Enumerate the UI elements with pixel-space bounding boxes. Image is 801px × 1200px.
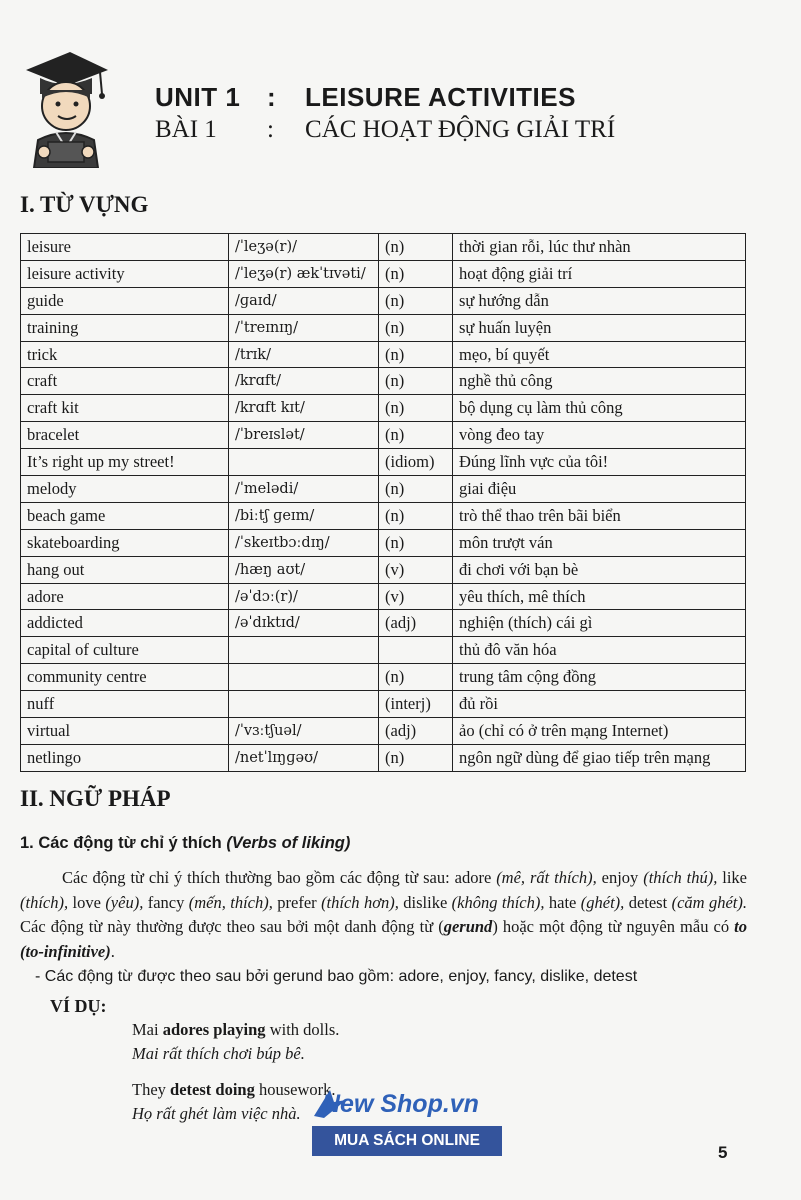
vocab-meaning: vòng đeo tay <box>453 422 746 449</box>
vocab-ipa <box>229 664 379 691</box>
para-gloss: (thích thú), <box>643 868 718 887</box>
vocab-row <box>21 691 746 718</box>
vocabulary-table <box>20 233 746 772</box>
vocab-row <box>21 449 746 476</box>
para-text: prefer <box>272 892 322 912</box>
example-text: Mai <box>132 1020 163 1039</box>
vocab-word: community centre <box>21 664 229 691</box>
graduate-mascot-icon <box>20 48 110 168</box>
vocab-meaning: trung tâm cộng đồng <box>453 664 746 691</box>
example-label: VÍ DỤ: <box>50 996 107 1016</box>
vocab-row <box>21 718 746 745</box>
example-text: with dolls. <box>265 1020 340 1039</box>
para-term: gerund <box>443 917 493 936</box>
unit-label: UNIT 1 <box>155 82 241 112</box>
grammar-heading: II. NGỮ PHÁP <box>20 786 171 811</box>
vocab-pos: (interj) <box>379 691 453 718</box>
buy-online-button[interactable]: MUA SÁCH ONLINE <box>312 1126 502 1156</box>
vocab-pos <box>379 637 453 664</box>
para-gloss: (mê, rất thích), <box>496 868 597 887</box>
para-text: like <box>717 868 747 887</box>
vocab-ipa: /ˈbreɪslət/ <box>229 422 379 449</box>
vocab-meaning: thời gian rỗi, lúc thư nhàn <box>453 234 746 261</box>
example-text: housework. <box>254 1080 336 1099</box>
unit-name: LEISURE ACTIVITIES <box>305 82 576 112</box>
vocab-row <box>21 502 746 529</box>
vocab-ipa <box>229 691 379 718</box>
lesson-label: BÀI 1 <box>155 116 217 143</box>
vocab-word: training <box>21 314 229 341</box>
vocab-row <box>21 610 746 637</box>
vocab-meaning: đi chơi với bạn bè <box>453 556 746 583</box>
vocab-row <box>21 664 746 691</box>
vocab-word: trick <box>21 341 229 368</box>
vocab-word: craft <box>21 368 229 395</box>
vocab-ipa: /hæŋ aʊt/ <box>229 556 379 583</box>
vocab-pos: (n) <box>379 422 453 449</box>
vocab-ipa: /ˈmelədi/ <box>229 476 379 503</box>
vocab-pos: (idiom) <box>379 449 453 476</box>
vocab-word: melody <box>21 476 229 503</box>
vocab-row <box>21 744 746 771</box>
example-translation: Mai rất thích chơi búp bê. <box>132 1044 305 1063</box>
vocab-pos: (v) <box>379 556 453 583</box>
vocab-word: skateboarding <box>21 529 229 556</box>
example-sentence <box>132 1020 339 1040</box>
vocab-ipa: /netˈlɪŋɡəʊ/ <box>229 744 379 771</box>
vocab-meaning: mẹo, bí quyết <box>453 341 746 368</box>
vocab-row <box>21 395 746 422</box>
vocabulary-heading: I. TỪ VỰNG <box>20 192 149 217</box>
vocab-ipa: /ˈtreɪnɪŋ/ <box>229 314 379 341</box>
vocab-ipa: /krɑft kɪt/ <box>229 395 379 422</box>
vocab-word: addicted <box>21 610 229 637</box>
vocab-meaning: bộ dụng cụ làm thủ công <box>453 395 746 422</box>
vocab-ipa: /krɑft/ <box>229 368 379 395</box>
example-text: They <box>132 1080 171 1099</box>
vocab-meaning: nghiện (thích) cái gì <box>453 610 746 637</box>
vocab-pos: (n) <box>379 314 453 341</box>
vocab-ipa: /ˈskeɪtbɔːdɪŋ/ <box>229 529 379 556</box>
vocab-meaning: giai điệu <box>453 476 746 503</box>
para-text: Các động từ này thường được theo sau bởi một danh động từ ( <box>20 917 444 936</box>
vocab-ipa: /əˈdɪktɪd/ <box>229 610 379 637</box>
vocab-meaning: Đúng lĩnh vực của tôi! <box>453 449 746 476</box>
vocab-pos: (n) <box>379 664 453 691</box>
vocab-ipa: /ˈleʒə(r) ækˈtɪvəti/ <box>229 260 379 287</box>
vocab-word: capital of culture <box>21 637 229 664</box>
para-gloss: (yêu), <box>105 892 144 912</box>
para-text: . <box>110 941 115 961</box>
vocab-meaning: thủ đô văn hóa <box>453 637 746 664</box>
vocab-row <box>21 287 746 314</box>
vocab-meaning: ngôn ngữ dùng để giao tiếp trên mạng <box>453 744 746 771</box>
vocab-word: virtual <box>21 718 229 745</box>
vocab-meaning: nghề thủ công <box>453 368 746 395</box>
vocab-row <box>21 341 746 368</box>
vocab-ipa: /əˈdɔː(r)/ <box>229 583 379 610</box>
para-text: detest <box>624 892 672 912</box>
vocab-pos: (n) <box>379 341 453 368</box>
para-text: Các động từ chỉ ý thích thường bao gồm các động từ sau: adore <box>62 868 497 887</box>
para-gloss: (không thích), <box>451 892 545 912</box>
para-text: dislike <box>398 892 452 912</box>
unit-separator: : <box>267 82 277 112</box>
gerund-verbs-note: - Các động từ được theo sau bởi gerund bao gồm: adore, enjoy, fancy, dislike, detest <box>35 968 638 985</box>
vocab-row <box>21 368 746 395</box>
vocab-row <box>21 637 746 664</box>
vocab-row <box>21 583 746 610</box>
vocab-pos: (n) <box>379 234 453 261</box>
vocab-row <box>21 476 746 503</box>
vocab-row <box>21 260 746 287</box>
vocab-pos: (adj) <box>379 610 453 637</box>
vocab-ipa: /ˈvɜːtʃuəl/ <box>229 718 379 745</box>
vocab-pos: (n) <box>379 476 453 503</box>
grammar-paragraph <box>20 866 747 964</box>
vocab-meaning: hoạt động giải trí <box>453 260 746 287</box>
vocab-ipa <box>229 637 379 664</box>
vocab-pos: (n) <box>379 260 453 287</box>
unit-title <box>155 82 576 113</box>
vocab-meaning: đủ rồi <box>453 691 746 718</box>
vocab-pos: (v) <box>379 583 453 610</box>
vocab-word: It’s right up my street! <box>21 449 229 476</box>
shop-watermark-brand: New Shop.vn <box>322 1090 479 1118</box>
para-text: hate <box>544 892 581 912</box>
vocab-pos: (n) <box>379 744 453 771</box>
page-number: 5 <box>718 1143 728 1162</box>
vocab-ipa <box>229 449 379 476</box>
grammar-subheading <box>20 834 350 853</box>
para-gloss: (mến, thích), <box>188 892 273 912</box>
vocab-meaning: trò thể thao trên bãi biển <box>453 502 746 529</box>
para-term: to (to-infinitive) <box>20 917 747 961</box>
para-text: fancy <box>143 892 189 912</box>
subheading-english: (Verbs of liking) <box>226 834 351 852</box>
vocab-word: nuff <box>21 691 229 718</box>
vocab-word: leisure <box>21 234 229 261</box>
vocab-word: craft kit <box>21 395 229 422</box>
para-gloss: (ghét), <box>580 892 625 912</box>
vocab-pos: (n) <box>379 502 453 529</box>
vocab-pos: (n) <box>379 529 453 556</box>
vocab-pos: (n) <box>379 395 453 422</box>
vocab-ipa: /ˈleʒə(r)/ <box>229 234 379 261</box>
vocab-pos: (n) <box>379 287 453 314</box>
subheading-text: 1. Các động từ chỉ ý thích <box>20 834 227 852</box>
para-gloss: (căm ghét). <box>671 892 747 912</box>
vocab-row <box>21 314 746 341</box>
para-text: enjoy <box>596 868 644 887</box>
vocab-meaning: yêu thích, mê thích <box>453 583 746 610</box>
vocab-word: bracelet <box>21 422 229 449</box>
vocab-row <box>21 422 746 449</box>
para-gloss: (thích), <box>20 892 69 912</box>
vocab-meaning: môn trượt ván <box>453 529 746 556</box>
vocab-ipa: /ɡaɪd/ <box>229 287 379 314</box>
para-text: ) hoặc một động từ nguyên mẫu có <box>492 917 735 936</box>
vocab-row <box>21 529 746 556</box>
vocab-meaning: ảo (chỉ có ở trên mạng Internet) <box>453 718 746 745</box>
example-translation: Họ rất ghét làm việc nhà. <box>132 1104 301 1123</box>
para-text: love <box>68 892 106 912</box>
vocab-word: guide <box>21 287 229 314</box>
vocab-meaning: sự hướng dẫn <box>453 287 746 314</box>
lesson-name: CÁC HOẠT ĐỘNG GIẢI TRÍ <box>305 116 616 143</box>
vocab-word: netlingo <box>21 744 229 771</box>
vocab-pos: (adj) <box>379 718 453 745</box>
vocab-meaning: sự huấn luyện <box>453 314 746 341</box>
vocab-word: hang out <box>21 556 229 583</box>
lesson-separator: : <box>267 116 274 143</box>
vocab-ipa: /biːtʃ ɡeɪm/ <box>229 502 379 529</box>
para-gloss: (thích hơn), <box>321 892 399 912</box>
vocab-word: leisure activity <box>21 260 229 287</box>
vocab-row <box>21 234 746 261</box>
example-verb: adores playing <box>162 1020 266 1039</box>
vocab-pos: (n) <box>379 368 453 395</box>
example-sentence <box>132 1080 335 1100</box>
lesson-title <box>155 116 615 144</box>
vocab-row <box>21 556 746 583</box>
vocab-word: beach game <box>21 502 229 529</box>
example-verb: detest doing <box>170 1080 255 1099</box>
vocab-ipa: /trɪk/ <box>229 341 379 368</box>
vocab-word: adore <box>21 583 229 610</box>
